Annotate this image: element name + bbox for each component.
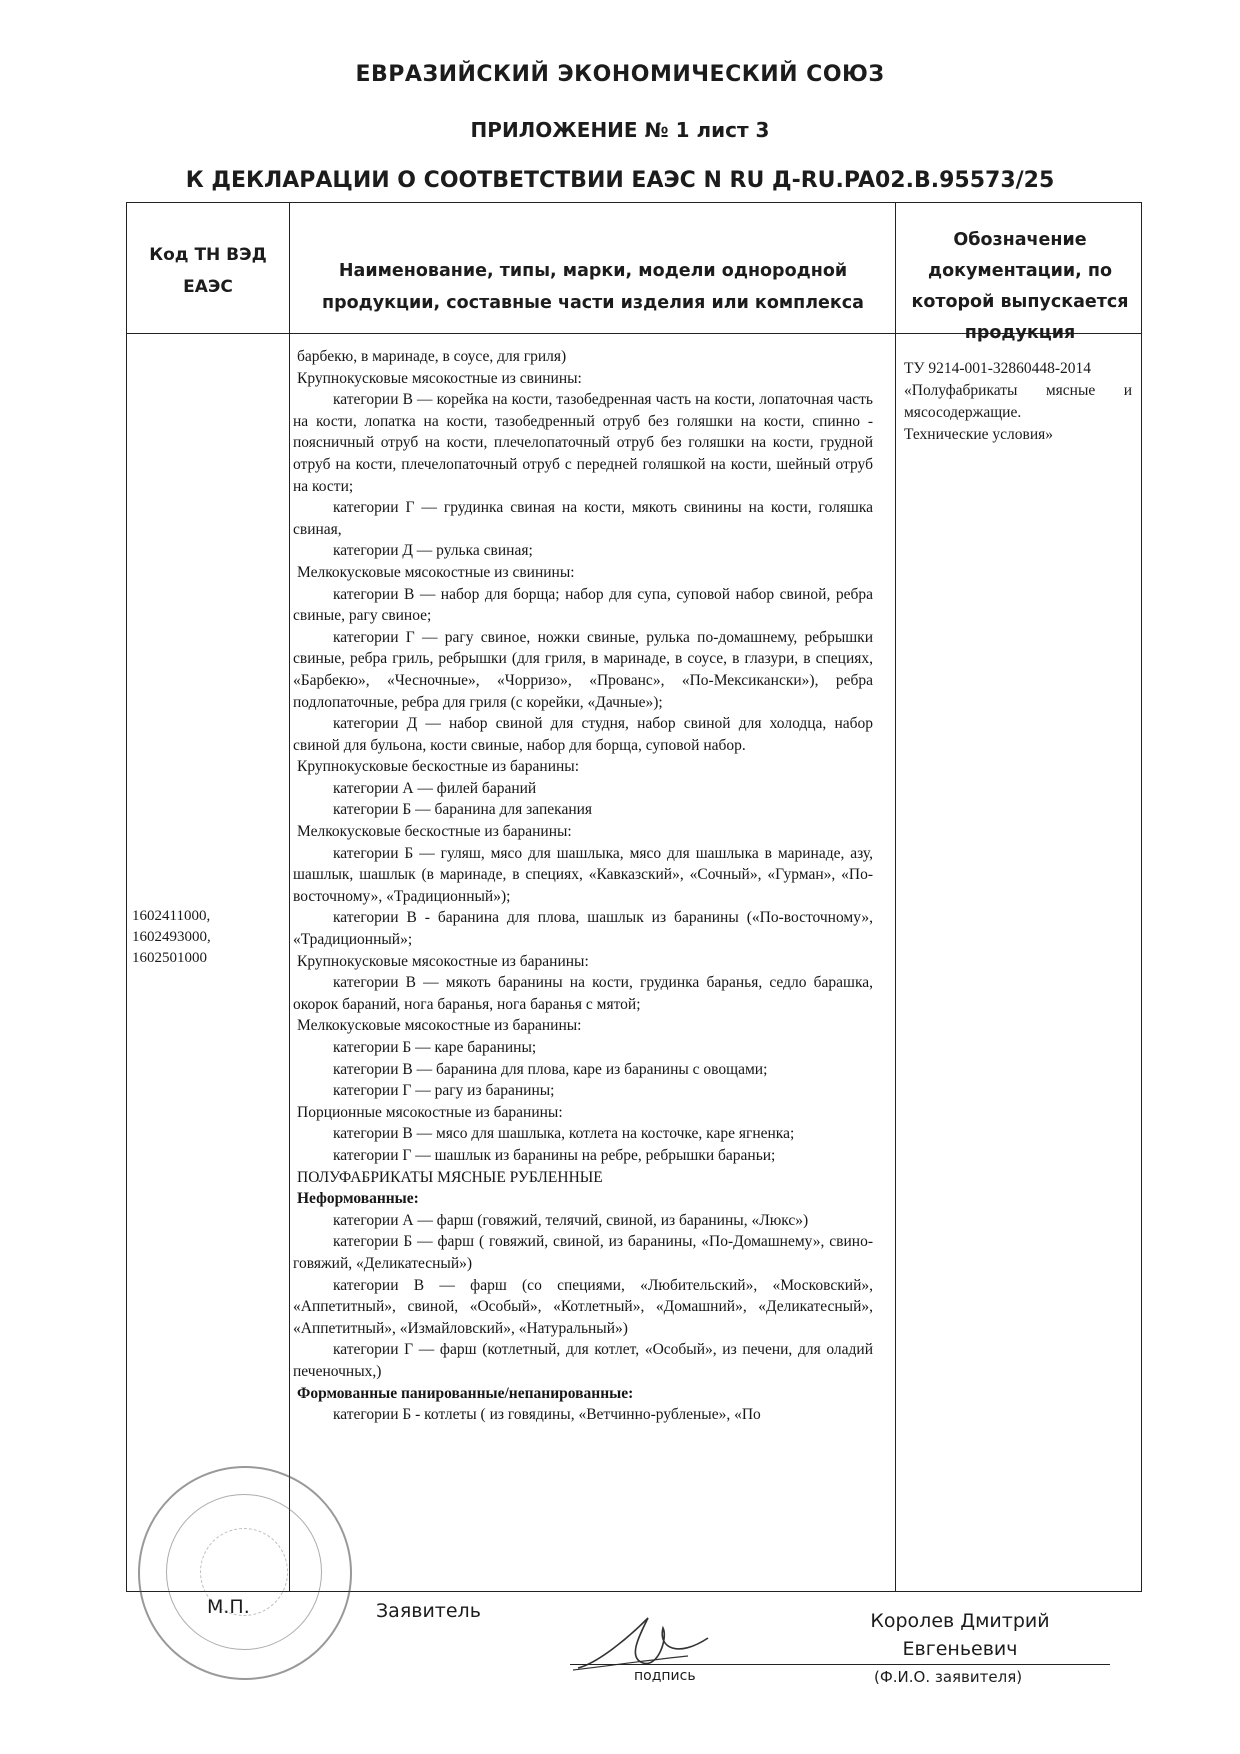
description-line: категории Д — набор свиной для студня, набор свиной для холодца, набор свиной для бульона, кости свиные, набор для борща, суповой набор. bbox=[293, 715, 873, 754]
description-line: категории Г — грудинка свиная на кости, мякоть свинины на кости, голяшка свиная, bbox=[293, 499, 873, 538]
description-line: Порционные мясокостные из баранины: bbox=[297, 1103, 563, 1121]
description-line: Мелкокусковые бескостные из баранины: bbox=[297, 823, 572, 841]
description-line: категории Б — фарш ( говяжий, свиной, из баранины, «По-Домашнему», свино-говяжий, «Деликатесный») bbox=[293, 1233, 873, 1272]
description-line: категории Б - котлеты ( из говядины, «Ветчинно-рубленые», «По bbox=[333, 1406, 761, 1424]
description-line: ПОЛУФАБРИКАТЫ МЯСНЫЕ РУБЛЕННЫЕ bbox=[297, 1168, 603, 1186]
column-header-code: Код ТН ВЭД ЕАЭС bbox=[149, 245, 267, 297]
description-line: категории Б — каре баранины; bbox=[333, 1039, 537, 1056]
description-line: категории А — филей бараний bbox=[333, 779, 537, 797]
description-line: категории Б — баранина для запекания bbox=[333, 801, 593, 819]
description-line: Крупнокусковые мясокостные из баранины: bbox=[297, 952, 589, 970]
description-line: Крупнокусковые мясокостные из свинины: bbox=[297, 369, 582, 387]
description-line: Неформованные: bbox=[297, 1190, 419, 1208]
description-line: категории Г — рагу из баранины; bbox=[333, 1082, 555, 1100]
tn-ved-code: 1602501000 bbox=[132, 950, 207, 966]
seal-stamp bbox=[138, 1466, 352, 1680]
description-line: категории А — фарш (говяжий, телячий, свиной, из баранины, «Люкс») bbox=[333, 1211, 809, 1229]
description-line: категории Д — рулька свиная; bbox=[333, 542, 533, 560]
column-header-documentation: Обозначение документации, по которой выпускается продукция bbox=[911, 230, 1129, 343]
documentation-cell bbox=[904, 358, 1132, 446]
signature-caption: подпись bbox=[634, 1668, 696, 1684]
doc-line: «Полуфабрикаты мясные и мясосодержащие. bbox=[904, 382, 1132, 421]
column-divider bbox=[895, 203, 896, 1591]
description-line: категории Г — шашлык из баранины на ребре, ребрышки бараньи; bbox=[333, 1146, 776, 1164]
description-line: Мелкокусковые мясокостные из свинины: bbox=[297, 563, 575, 581]
column-header-name: Наименование, типы, марки, модели однородной продукции, составные части изделия или комплекса bbox=[322, 261, 864, 313]
tn-ved-code: 1602411000, bbox=[132, 908, 211, 924]
description-line: категории В — мякоть баранины на кости, грудинка баранья, седло барашка, окорок бараний, нога баранья, нога баранья с мятой; bbox=[293, 974, 873, 1013]
description-line: барбекю, в маринаде, в соусе, для гриля) bbox=[297, 348, 567, 365]
description-line: категории Г — фарш (котлетный, для котлет, «Особый», из печени, для оладий печеночных,) bbox=[293, 1341, 873, 1380]
description-line: категории В — фарш (со специями, «Любительский», «Московский», «Аппетитный», свиной, «Особый», «Котлетный», «Домашний», «Деликатесный», «Аппетитный», «Измайловский», «Натуральный») bbox=[293, 1276, 873, 1337]
tn-ved-codes bbox=[132, 906, 211, 969]
declaration-title: К ДЕКЛАРАЦИИ О СООТВЕТСТВИИ ЕАЭС N RU Д-RU.PA02.B.95573/25 bbox=[185, 168, 1055, 193]
doc-line: ТУ 9214-001-32860448-2014 bbox=[904, 360, 1092, 377]
seal-label: М.П. bbox=[207, 1596, 250, 1618]
description-line: Формованные панированные/непанированные: bbox=[297, 1384, 634, 1402]
description-line: категории В — набор для борща; набор для супа, суповой набор свиной, ребра свиные, рагу свиное; bbox=[293, 585, 873, 625]
applicant-patronymic: Евгеньевич bbox=[902, 1638, 1018, 1660]
doc-line: Технические условия» bbox=[904, 426, 1054, 443]
fio-caption: (Ф.И.О. заявителя) bbox=[874, 1668, 1023, 1686]
description-line: категории Б — гуляш, мясо для шашлыка, мясо для шашлыка в маринаде, азу, шашлык, шашлык (в маринаде, в специях, «Кавказский», «Сочный», «Гурман», «По-восточному», «Традиционный»); bbox=[293, 844, 873, 905]
applicant-name: Королев Дмитрий bbox=[870, 1610, 1050, 1632]
applicant-label: Заявитель bbox=[376, 1600, 481, 1622]
description-line: категории В - баранина для плова, шашлык из баранины («По-восточному», «Традиционный»; bbox=[293, 909, 873, 949]
description-line: категории В — мясо для шашлыка, котлета на косточке, каре ягненка; bbox=[333, 1125, 795, 1143]
product-description bbox=[293, 346, 873, 1426]
description-line: Крупнокусковые бескостные из баранины: bbox=[297, 758, 580, 776]
appendix-title: ПРИЛОЖЕНИЕ № 1 лист 3 bbox=[470, 118, 770, 142]
description-line: Мелкокусковые мясокостные из баранины: bbox=[297, 1017, 582, 1035]
signature-line bbox=[570, 1664, 1110, 1665]
description-line: категории Г — рагу свиное, ножки свиные, рулька по-домашнему, ребрышки свиные, ребра гриль, ребрышки (для гриля, в маринаде, в соусе, в глазури, в специях, «Барбекю», «Чесночные», «Чорризо», «Прованс», «По-Мексикански»), ребра подлопаточные, ребра для гриля (с корейки, «Дачные»); bbox=[293, 628, 873, 711]
column-divider bbox=[289, 203, 290, 1591]
union-title: ЕВРАЗИЙСКИЙ ЭКОНОМИЧЕСКИЙ СОЮЗ bbox=[355, 62, 885, 87]
tn-ved-code: 1602493000, bbox=[132, 929, 211, 945]
description-line: категории В — корейка на кости, тазобедренная часть на кости, лопаточная часть на кости, лопатка на кости, тазобедренный отруб без голяшки на кости, спинно - поясничный отруб на кости, плечелопаточный отруб без голяшки на кости, грудной отруб на кости, плечелопаточный отруб с передней голяшкой на кости, шейный отруб на кости; bbox=[293, 391, 873, 495]
description-line: категории В — баранина для плова, каре из баранины с овощами; bbox=[333, 1060, 768, 1078]
